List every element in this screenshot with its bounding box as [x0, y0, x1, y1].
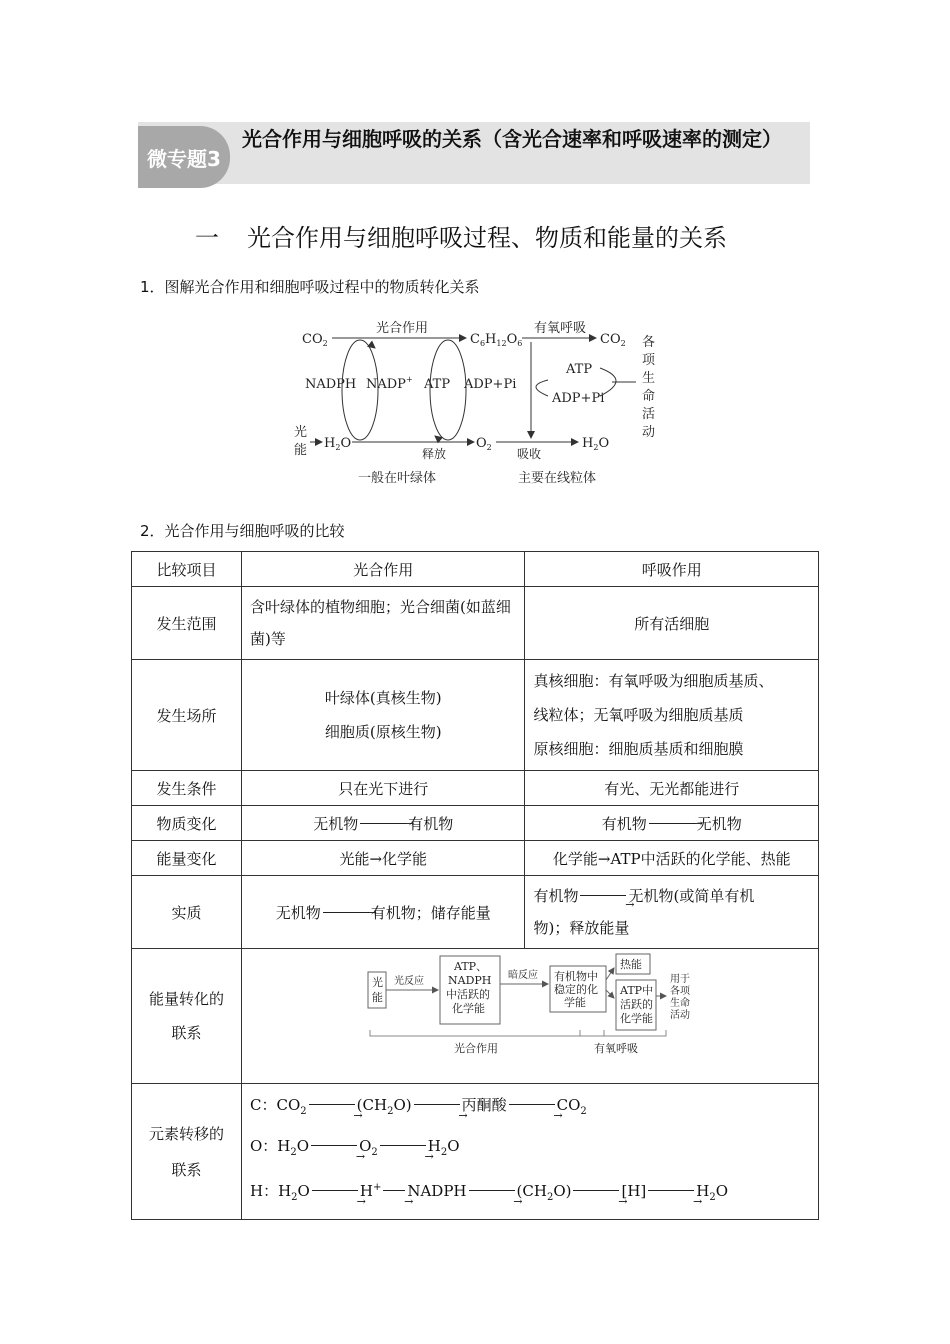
svg-text:学能: 学能 [564, 996, 586, 1009]
h2o-left-label: $H_2O$ [324, 436, 352, 452]
absorb-label: 吸收 [517, 447, 542, 461]
h2o-right-label: $H_2O$ [582, 436, 610, 452]
svg-text:化学能: 化学能 [452, 1002, 485, 1015]
svg-text:中活跃的: 中活跃的 [446, 988, 490, 1001]
adp-label: ADP+Pi [464, 377, 517, 392]
chloroplast-label: 一般在叶绿体 [358, 471, 437, 486]
atp-right-label: ATP [566, 362, 593, 377]
atp-label: ATP [424, 377, 451, 392]
light-label-2: 能 [294, 443, 308, 458]
co2-right-label: $CO_2$ [600, 332, 626, 348]
hydrogen-transfer-line: H：$H_2O\to H^+\to$ NADPH→ $(CH_2O)\to [H]\to H_2O$ [250, 1170, 810, 1215]
svg-text:生: 生 [642, 371, 656, 386]
header-cell: 呼吸作用 [525, 552, 819, 587]
svg-text:活跃的: 活跃的 [620, 998, 653, 1011]
resp-cell: 真核细胞：有氧呼吸为细胞质基质、 线粒体；无氧呼吸为细胞质基质 原核细胞：细胞质基质和细胞膜 [525, 660, 819, 771]
subheading-1: 1．图解光合作用和细胞呼吸过程中的物质转化关系 [140, 278, 480, 296]
activities-vertical-label [642, 334, 656, 440]
photo-cell: 无机物→ 有机物 [242, 806, 525, 841]
svg-text:命: 命 [642, 389, 656, 404]
svg-text:活动: 活动 [670, 1010, 690, 1021]
table-row [132, 660, 819, 771]
svg-text:生命: 生命 [670, 998, 690, 1009]
svg-text:化学能: 化学能 [620, 1012, 653, 1025]
svg-text:有氧呼吸: 有氧呼吸 [594, 1042, 638, 1055]
row-label: 实质 [132, 876, 242, 949]
header-cell: 光合作用 [242, 552, 525, 587]
resp-cell: 所有活细胞 [525, 587, 819, 660]
svg-text:ATP、: ATP、 [454, 960, 488, 973]
o2-label: $O_2$ [476, 436, 492, 452]
adp-right-label: ADP+Pi [552, 391, 605, 406]
energy-conversion-diagram [242, 950, 818, 1082]
photo-cell: 无机物→ 有机物；储存能量 [242, 876, 525, 949]
section-title: 光合作用与细胞呼吸过程、物质和能量的关系 [247, 224, 727, 252]
row-label: 发生场所 [132, 660, 242, 771]
table-header-row [132, 552, 819, 587]
svg-text:用于: 用于 [670, 974, 690, 985]
photosynthesis-label: 光合作用 [376, 321, 429, 336]
row-label: 发生条件 [132, 771, 242, 806]
svg-text:各: 各 [642, 335, 656, 350]
resp-cell: 有光、无光都能进行 [525, 771, 819, 806]
subheading-2: 2．光合作用与细胞呼吸的比较 [140, 522, 345, 540]
svg-text:项: 项 [642, 353, 656, 368]
carbon-transfer-line: C：$CO_2\to (CH_2O)\to$ 丙酮酸→ $CO_2$ [250, 1088, 810, 1129]
matter-conversion-diagram [290, 318, 670, 490]
photo-cell: 只在光下进行 [242, 771, 525, 806]
release-label: 释放 [422, 447, 447, 461]
svg-text:有机物中: 有机物中 [554, 970, 598, 983]
light-label-1: 光 [294, 425, 308, 440]
resp-cell: 化学能→ATP中活跃的化学能、热能 [525, 841, 819, 876]
co2-left-label: $CO_2$ [302, 332, 328, 348]
comparison-table [131, 551, 819, 1220]
energy-conversion-cell [242, 949, 819, 1084]
photo-cell: 光能→化学能 [242, 841, 525, 876]
section-heading [195, 218, 727, 253]
svg-text:暗反应: 暗反应 [508, 970, 538, 981]
oxygen-transfer-line: O：$H_2O\to O_2\to H_2O$ [250, 1129, 810, 1170]
nadp-label: NADP+ [366, 375, 413, 392]
svg-text:光合作用: 光合作用 [454, 1042, 498, 1055]
table-row [132, 771, 819, 806]
svg-text:能: 能 [372, 991, 383, 1004]
aerobic-respiration-label: 有氧呼吸 [534, 321, 587, 336]
table-row [132, 1084, 819, 1220]
svg-text:光反应: 光反应 [394, 976, 424, 987]
row-label: 能量变化 [132, 841, 242, 876]
topic-badge: 微专题3 [138, 126, 230, 188]
svg-text:NADPH: NADPH [448, 974, 492, 987]
row-label: 物质变化 [132, 806, 242, 841]
svg-text:热能: 热能 [620, 958, 642, 971]
svg-text:ATP中: ATP中 [620, 984, 654, 997]
row-label: 元素转移的 联系 [132, 1084, 242, 1220]
element-transfer-cell [242, 1084, 819, 1220]
photo-cell: 含叶绿体的植物细胞；光合细菌(如蓝细菌)等 [242, 587, 525, 660]
table-row [132, 587, 819, 660]
photo-cell: 叶绿体(真核生物) 细胞质(原核生物) [242, 660, 525, 771]
svg-text:各项: 各项 [670, 986, 690, 997]
table-row [132, 806, 819, 841]
table-row [132, 876, 819, 949]
mitochondria-label: 主要在线粒体 [518, 471, 597, 486]
table-row [132, 841, 819, 876]
section-number: 一 [195, 224, 219, 252]
row-label: 发生范围 [132, 587, 242, 660]
resp-cell: 有机物→ 无机物 [525, 806, 819, 841]
row-label: 能量转化的 联系 [132, 949, 242, 1084]
glucose-label: $C_6H_{12}O_6$ [470, 332, 523, 348]
svg-text:光: 光 [372, 976, 383, 989]
nadph-label: NADPH [305, 377, 357, 392]
table-row [132, 949, 819, 1084]
svg-text:动: 动 [642, 425, 656, 440]
topic-title: 光合作用与细胞呼吸的关系（含光合速率和呼吸速率的测定） [242, 127, 782, 151]
svg-text:活: 活 [642, 407, 656, 422]
resp-cell: 有机物→ 无机物(或简单有机 物)；释放能量 [525, 876, 819, 949]
svg-text:稳定的化: 稳定的化 [554, 983, 598, 996]
header-cell: 比较项目 [132, 552, 242, 587]
